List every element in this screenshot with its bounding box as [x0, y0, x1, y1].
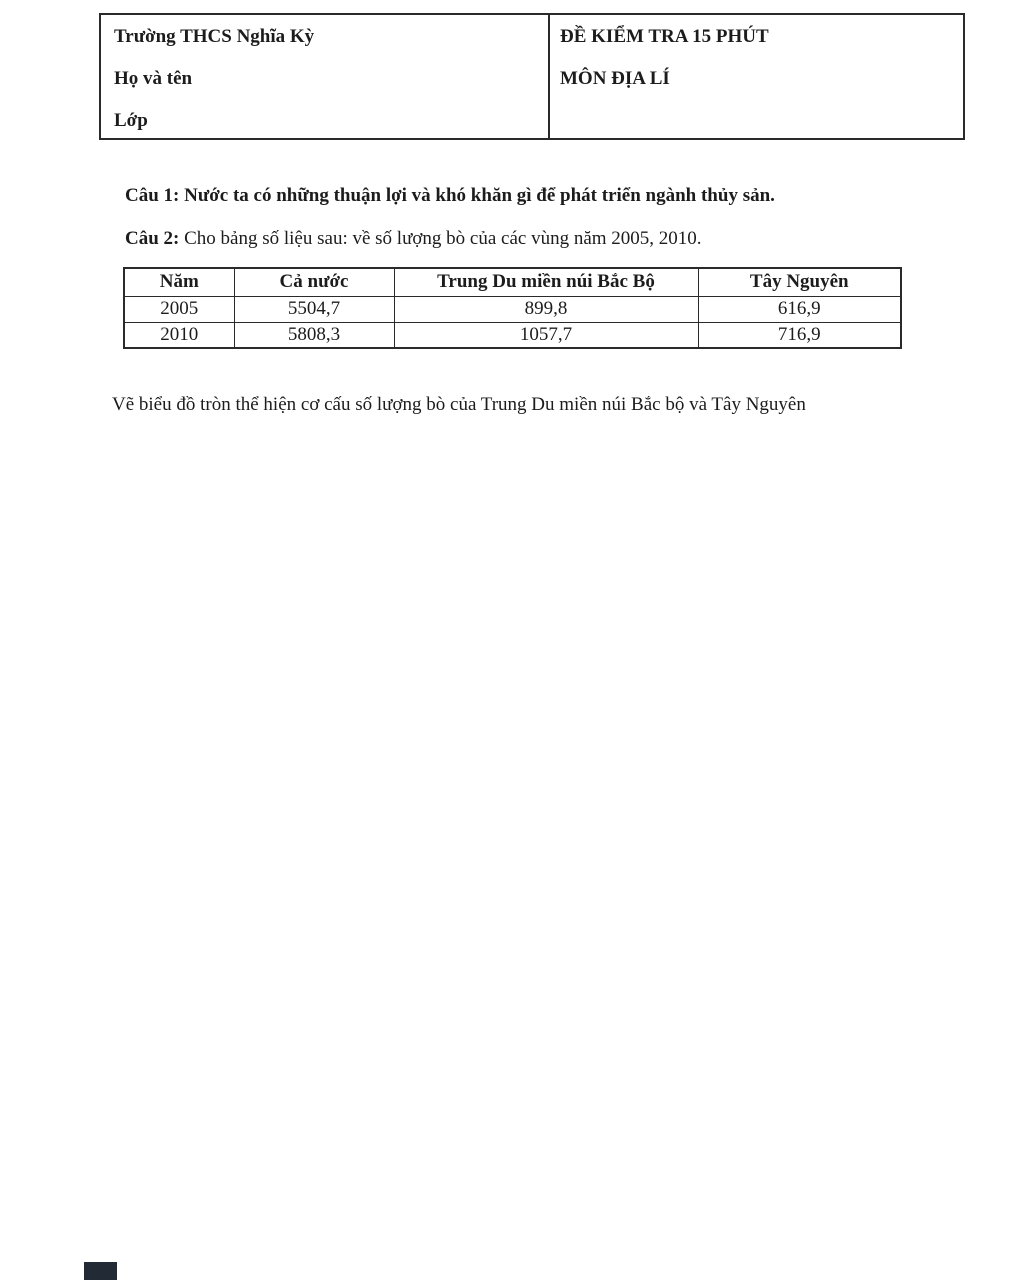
table-cell: 5808,3: [234, 322, 394, 348]
header-right-cell: [550, 15, 963, 138]
question-2: [125, 228, 702, 250]
table-row: [124, 322, 901, 348]
subject-title: MÔN ĐỊA LÍ: [560, 68, 670, 89]
table-cell: 2010: [124, 322, 234, 348]
page-bottom-fragment: [84, 1262, 117, 1280]
column-header: Năm: [124, 268, 234, 296]
column-header: Cả nước: [234, 268, 394, 296]
column-header: Trung Du miền núi Bắc Bộ: [394, 268, 698, 296]
table-cell: 899,8: [394, 296, 698, 322]
question-2-text: Cho bảng số liệu sau: về số lượng bò của các vùng năm 2005, 2010.: [184, 228, 702, 249]
table-cell: 716,9: [698, 322, 901, 348]
table-cell: 1057,7: [394, 322, 698, 348]
data-table-header-row: [124, 268, 901, 296]
data-table-body: [124, 296, 901, 348]
exam-title: ĐỀ KIỂM TRA 15 PHÚT: [560, 26, 769, 47]
table-row: [124, 296, 901, 322]
question-1-text: Nước ta có những thuận lợi và khó khăn gì để phát triển ngành thủy sản.: [184, 185, 775, 206]
table-cell: 616,9: [698, 296, 901, 322]
student-name-label: Họ và tên: [114, 68, 193, 89]
school-name: Trường THCS Nghĩa Kỳ: [114, 26, 315, 47]
header-left-cell: [101, 15, 550, 138]
exam-header-box: [99, 13, 965, 140]
table-cell: 2005: [124, 296, 234, 322]
column-header: Tây Nguyên: [698, 268, 901, 296]
question-2-label: Câu 2:: [125, 228, 180, 249]
task-instruction: Vẽ biểu đồ tròn thể hiện cơ cấu số lượng bò của Trung Du miền núi Bắc bộ và Tây Nguyên: [112, 394, 806, 415]
class-label: Lớp: [114, 110, 148, 131]
question-1-label: Câu 1:: [125, 185, 180, 206]
cattle-data-table: [123, 267, 902, 349]
table-cell: 5504,7: [234, 296, 394, 322]
question-1: [125, 185, 775, 207]
